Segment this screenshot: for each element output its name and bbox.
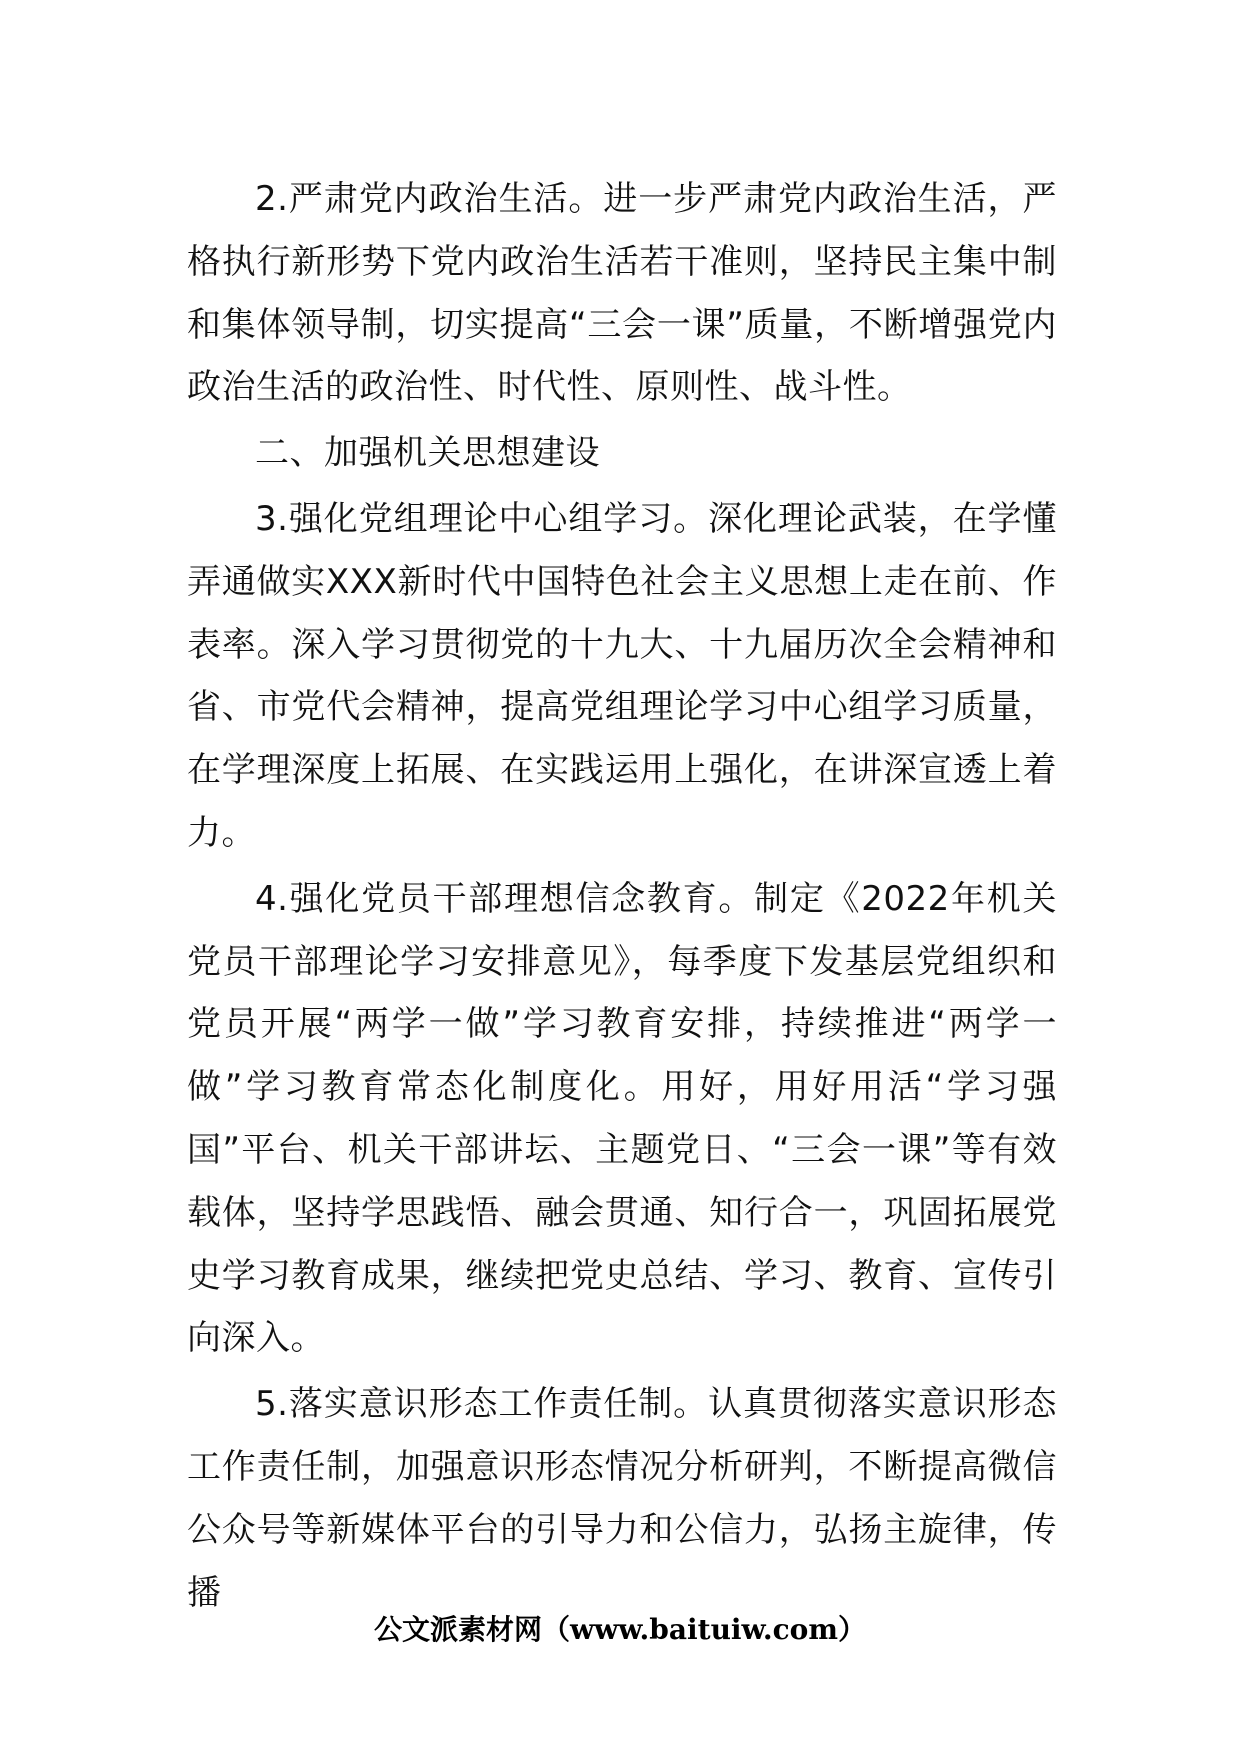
paragraph-item-4: 4.强化党员干部理想信念教育。制定《2022年机关党员干部理论学习安排意见》，每季度下发基层党组织和党员开展“两学一做”学习教育安排，持续推进“两学一做”学习教育常态化制度化。用好，用好用活“学习强国”平台、机关干部讲坛、主题党日、“三会一课”等有效载体，坚持学思践悟、融会贯通、知行合一，巩固拓展党史学习教育成果，继续把党史总结、学习、教育、宣传引向深入。 <box>187 878 1057 1359</box>
document-body <box>187 168 1057 1627</box>
paragraph-item-5: 5.落实意识形态工作责任制。认真贯彻落实意识形态工作责任制，加强意识形态情况分析研判，不断提高微信公众号等新媒体平台的引导力和公信力，弘扬主旋律，传播 <box>187 1384 1057 1613</box>
section-heading-2: 二、加强机关思想建设 <box>255 433 600 474</box>
paragraph-item-3: 3.强化党组理论中心组学习。深化理论武装，在学懂弄通做实XXX新时代中国特色社会主义思想上走在前、作表率。深入学习贯彻党的十九大、十九届历次全会精神和省、市党代会精神，提高党组理论学习中心组学习质量，在学理深度上拓展、在实践运用上强化，在讲深宣透上着力。 <box>187 498 1057 853</box>
source-watermark: 公文派素材网（www.baituiw.com） <box>374 1613 866 1646</box>
paragraph-item-2: 2.严肃党内政治生活。进一步严肃党内政治生活，严格执行新形势下党内政治生活若干准则，坚持民主集中制和集体领导制，切实提高“三会一课”质量，不断增强党内政治生活的政治性、时代性、原则性、战斗性。 <box>187 179 1057 408</box>
